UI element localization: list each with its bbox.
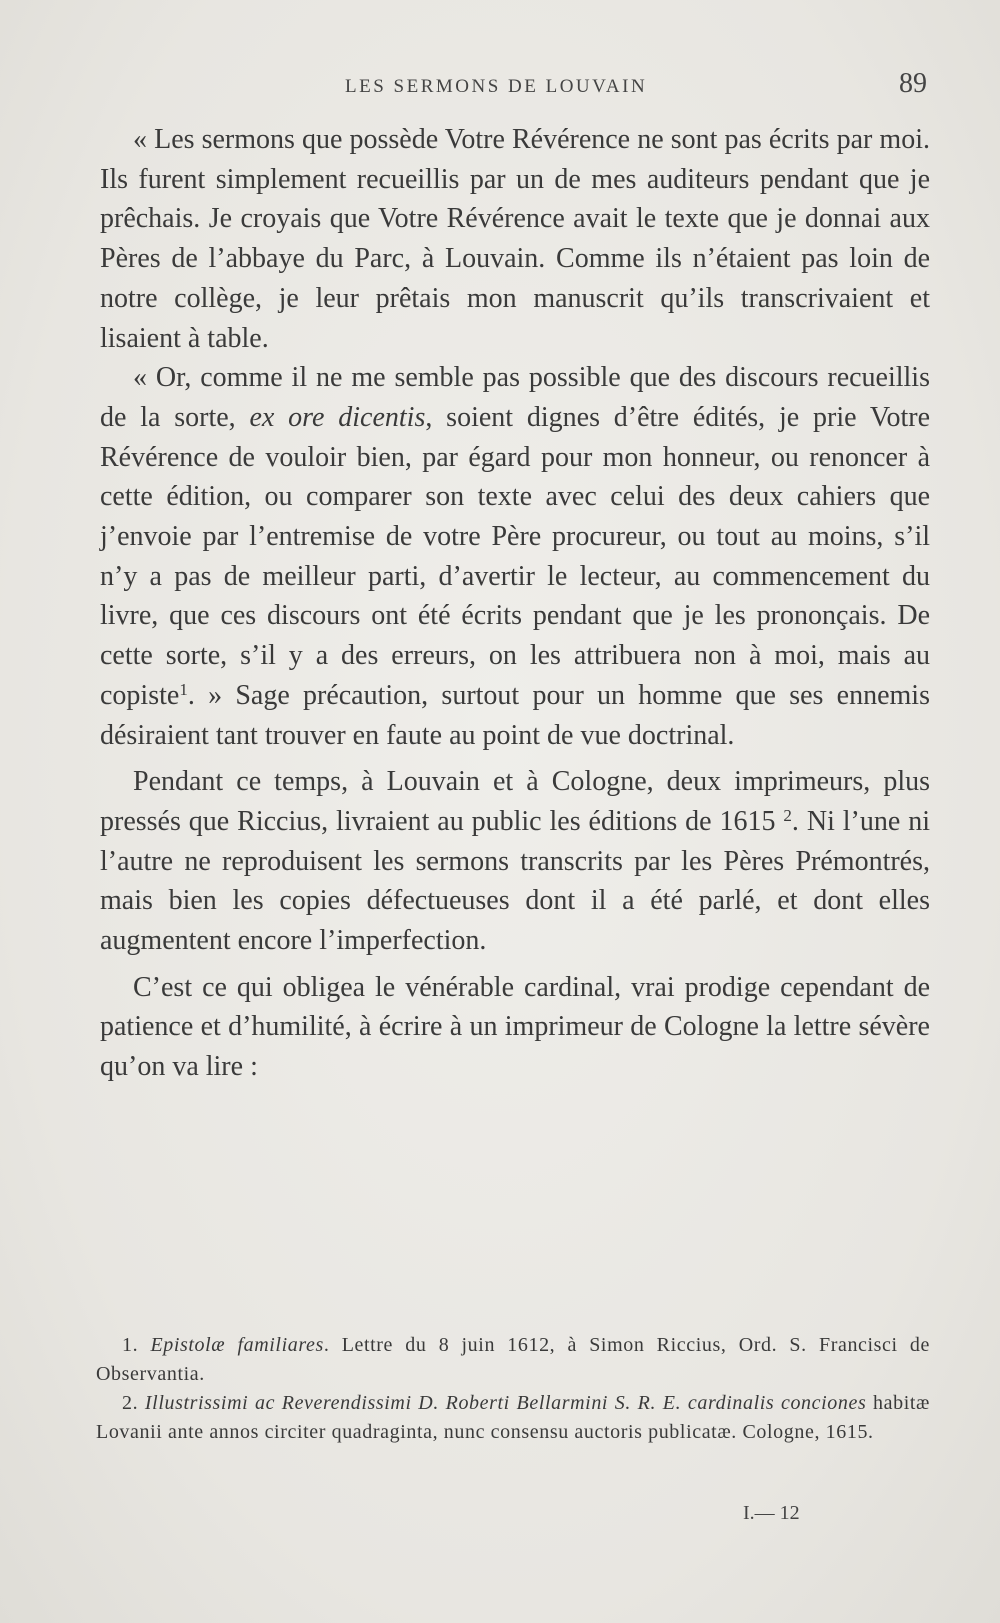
paragraph-3 — [100, 762, 930, 961]
paragraph-1-text: « Les sermons que possède Votre Révérence ne sont pas écrits par moi. Ils furent simplement recueillis par un de mes auditeurs pendant que je prêchais. Je croyais que Votre Révérence avait le texte que je donnai aux Pères de l’abbaye du Parc, à Louvain. Comme ils n’étaient pas loin de notre collège, je leur prêtais mon manuscrit qu’ils transcrivaient et lisaient à table. — [100, 124, 930, 354]
footnote-1-title: Epistolæ familiares — [150, 1334, 324, 1356]
paragraph-2-italic-phrase: ex ore dicentis — [249, 401, 426, 433]
paragraph-2-text-after: , soient dignes d’être édités, je prie Votre Révérence de vouloir bien, par égard pour mon honneur, ou renoncer à cette édition, ou comparer son texte avec celui des deux cahiers que j’envoie par l’entremise de votre Père procureur, ou tout au moins, s’il n’y a pas de meilleur parti, d’avertir le lecteur, au commencement du livre, que ces discours ont été écrits pendant que je les prononçais. De cette sorte, s’il y a des erreurs, on les attribuera non à moi, mais au copiste — [100, 401, 930, 711]
paragraph-3-text-before: Pendant ce temps, à Louvain et à Cologne, deux imprimeurs, plus pressés que Riccius, livraient au public les éditions de 1615 — [100, 766, 930, 837]
footnote-1-number: 1. — [122, 1334, 151, 1356]
footnotes — [96, 1331, 930, 1447]
paragraph-3-text-after: . Ni l’une ni l’autre ne reproduisent les sermons transcrits par les Pères Prémontrés, mais bien les copies défectueuses dont il a été parlé, et dont elles augmentent encore l’imperfection. — [100, 805, 931, 957]
paragraph-4-text: C’est ce qui obligea le vénérable cardinal, vrai prodige cependant de patience et d’humilité, à écrire à un imprimeur de Cologne la lettre sévère qu’on va lire : — [100, 971, 930, 1083]
footnote-2-number: 2. — [122, 1392, 145, 1414]
footnote-2-title: Illustrissimi ac Reverendissimi D. Roberti Bellarmini S. R. E. cardinalis conciones — [144, 1392, 867, 1414]
main-text — [100, 120, 930, 1087]
running-head — [0, 68, 1000, 108]
signature-mark: I.— 12 — [743, 1502, 800, 1524]
paragraph-2 — [100, 358, 930, 755]
running-title: LES SERMONS DE LOUVAIN — [345, 76, 648, 97]
footnote-1 — [96, 1331, 930, 1389]
footnote-ref-1: 1 — [179, 679, 188, 699]
footnote-2 — [96, 1389, 930, 1447]
page-number: 89 — [899, 68, 927, 99]
footnote-2-text: habitæ Lovanii ante annos circiter quadraginta, nunc consensu auctoris publicatæ. Cologne, 1615. — [96, 1392, 930, 1443]
paragraph-2-text-before: « Or, comme il ne me semble pas possible que des discours recueillis de la sorte, — [100, 362, 930, 433]
paragraph-1 — [100, 120, 930, 358]
footnote-1-text: . Lettre du 8 juin 1612, à Simon Riccius, Ord. S. Francisci de Observantia. — [96, 1334, 931, 1385]
paragraph-4 — [100, 968, 930, 1087]
footnote-ref-2: 2 — [783, 805, 792, 825]
paragraph-2-text-tail: . » Sage précaution, surtout pour un homme que ses ennemis désiraient tant trouver en faute au point de vue doctrinal. — [100, 679, 930, 751]
